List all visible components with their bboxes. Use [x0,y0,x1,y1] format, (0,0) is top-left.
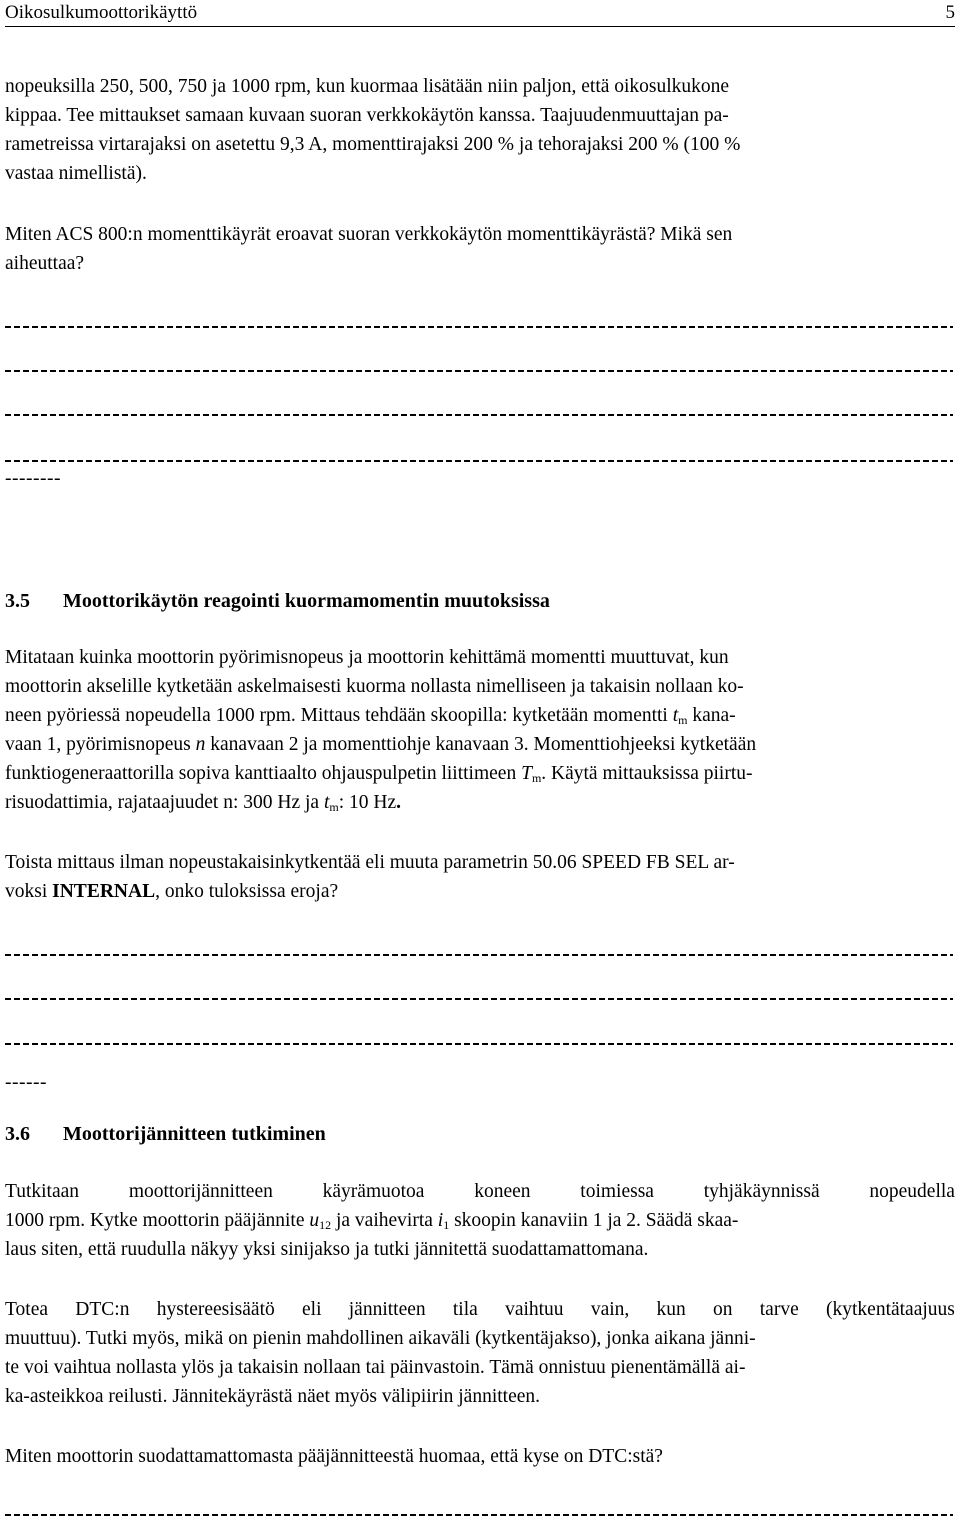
page-header [5,2,955,27]
question-line: voksi INTERNAL, onko tuloksissa eroja? [5,881,339,902]
answer-line[interactable] [5,326,953,328]
answer-line[interactable] [5,414,953,416]
symbol-i: i [437,1210,444,1231]
section-heading-3-5 [5,590,550,612]
section-title: Moottorijännitteen tutkiminen [63,1123,326,1145]
symbol-n: n [195,734,206,755]
paragraph-line: vastaa nimellistä). [5,163,147,184]
answer-line[interactable] [5,1043,953,1045]
page-number: 5 [945,2,955,23]
question-line: Miten ACS 800:n momenttikäyrät eroavat suoran verkkokäytön momenttikäyrästä? Mikä sen [5,224,733,245]
question-line: Miten moottorin suodattamattomasta pääjännitteestä huomaa, että kyse on DTC:stä? [5,1446,663,1467]
section-number: 3.5 [5,590,30,612]
paragraph-line: vaan 1, pyörimisnopeus n kanavaan 2 ja momenttiohje kanavaan 3. Momenttiohjeeksi kytketään [5,734,757,755]
answer-line-tail: -------- [5,468,61,489]
section-number: 3.6 [5,1123,30,1145]
internal-keyword: INTERNAL [52,881,156,902]
paragraph-line: ka-asteikkoa reilusti. Jännitekäyrästä näet myös välipiirin jännitteen. [5,1386,541,1407]
paragraph-line: risuodattimia, rajataajuudet n: 300 Hz ja $t_m$: 10 Hz. [5,792,401,814]
paragraph-line: Totea DTC:n hystereesisäätö eli jännitteen tila vaihtuu vain, kun on tarve (kytkentätaajuus [5,1299,955,1320]
paragraph-line: 1000 rpm. Kytke moottorin pääjännite $u_{12}$ ja vaihevirta $i_1$ skoopin kanaviin 1 ja 2. Säädä skaa- [5,1210,739,1232]
paragraph-line: moottorin akselille kytketään askelmaisesti kuorma nollasta nimelliseen ja takaisin nollaan ko- [5,676,744,697]
paragraph-line: kippaa. Tee mittaukset samaan kuvaan suoran verkkokäytön kanssa. Taajuudenmuuttajan pa- [5,105,729,126]
paragraph-line: funktiogeneraattorilla sopiva kanttiaalto ohjauspulpetin liittimeen $T_m$. Käytä mittauksissa piirtu- [5,763,753,785]
symbol-t: t [672,705,679,726]
answer-line[interactable] [5,460,953,462]
answer-line[interactable] [5,998,953,1000]
document-title: Oikosulkumoottorikäyttö [5,2,198,23]
paragraph-line: Tutkitaan moottorijännitteen käyrämuotoa koneen toimiessa tyhjäkäynnissä nopeudella [5,1181,955,1202]
answer-line[interactable] [5,370,953,372]
answer-line-tail: ------ [5,1072,47,1093]
question-line: aiheuttaa? [5,253,85,274]
paragraph-line: nopeuksilla 250, 500, 750 ja 1000 rpm, kun kuormaa lisätään niin paljon, että oikosulkukone [5,76,730,97]
question-line: Toista mittaus ilman nopeustakaisinkytkentää eli muuta parametrin 50.06 SPEED FB SEL ar- [5,852,735,873]
answer-line[interactable] [5,954,953,956]
symbol-u: u [309,1210,320,1231]
section-title: Moottorikäytön reagointi kuormamomentin muutoksissa [63,590,550,612]
paragraph-line: muuttuu). Tutki myös, mikä on pienin mahdollinen aikaväli (kytkentäjakso), jonka aikana jänni- [5,1328,756,1349]
paragraph-line: laus siten, että ruudulla näkyy yksi sinijakso ja tutki jännitettä suodattamattomana. [5,1239,649,1260]
paragraph-line: Mitataan kuinka moottorin pyörimisnopeus ja moottorin kehittämä momentti muuttuvat, kun [5,647,729,668]
paragraph-line: te voi vaihtua nollasta ylös ja takaisin nollaan tai päinvastoin. Tämä onnistuu pienentämällä ai- [5,1357,746,1378]
answer-line[interactable] [5,1514,953,1516]
symbol-T: T [521,763,532,784]
section-heading-3-6 [5,1123,326,1145]
paragraph-line: neen pyöriessä nopeudella 1000 rpm. Mittaus tehdään skoopilla: kytketään momentti $t_m$ kana- [5,705,736,727]
paragraph-line: rametreissa virtarajaksi on asetettu 9,3 A, momenttirajaksi 200 % ja tehorajaksi 200 % (100 % [5,134,741,155]
